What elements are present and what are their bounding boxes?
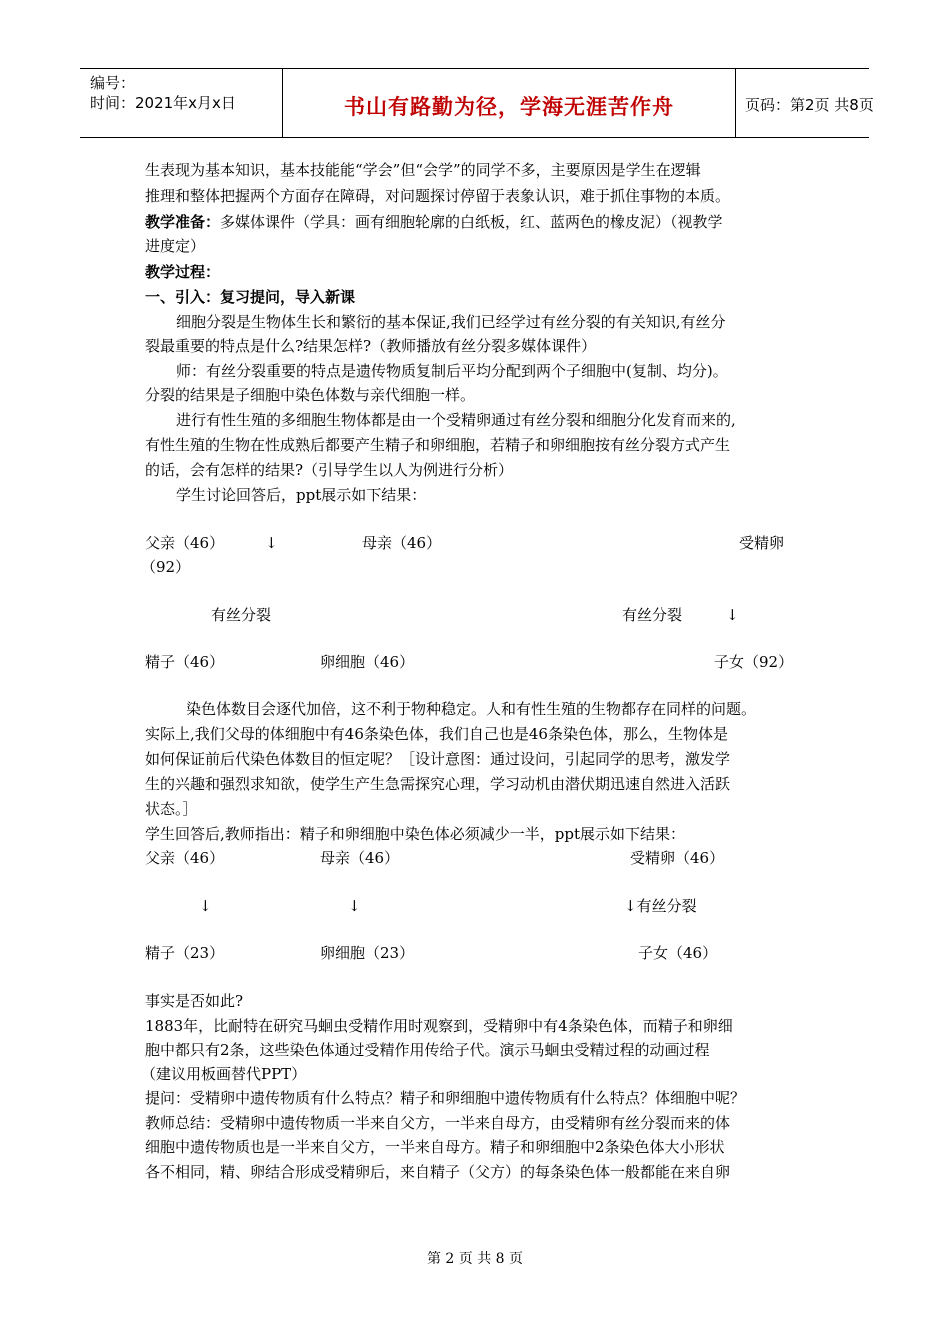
prep-line [145, 210, 723, 234]
paragraph-line: 分裂的结果是子细胞中染色体数与亲代细胞一样。 [145, 386, 476, 404]
diagram2-child: 子女（46） [638, 944, 718, 962]
paragraph-line: 事实是否如此? [145, 992, 244, 1010]
paragraph-line: 进度定） [145, 237, 206, 255]
paragraph-line: 师：有丝分裂重要的特点是遗传物质复制后平均分配到两个子细胞中(复制、均分)。 [176, 362, 728, 380]
paragraph-line: 生的兴趣和强烈求知欲，使学生产生急需探究心理，学习动机由潜伏期迅速自然进入活跃 [145, 775, 731, 793]
section-heading: 一、引入：复习提问，导入新课 [145, 288, 356, 306]
paragraph-line: 进行有性生殖的多细胞生物体都是由一个受精卵通过有丝分裂和细胞分化发育而来的, [176, 411, 736, 429]
page-footer: 第 2 页 共 8 页 [426, 1251, 524, 1267]
diagram1-child: 子女（92） [714, 653, 794, 671]
paragraph-line: 细胞分裂是生物体生长和繁衍的基本保证,我们已经学过有丝分裂的有关知识,有丝分 [176, 313, 726, 331]
paragraph-line: 教师总结：受精卵中遗传物质一半来自父方，一半来自母方，由受精卵有丝分裂而来的体 [145, 1114, 731, 1132]
paragraph-line: （建议用板画替代PPT） [141, 1065, 307, 1083]
header-right-cell [735, 69, 874, 137]
paragraph-line: 提问：受精卵中遗传物质有什么特点？精子和卵细胞中遗传物质有什么特点？体细胞中呢？ [145, 1089, 746, 1107]
diagram2-arrow-mitosis: ↓有丝分裂 [624, 897, 697, 915]
diagram1-egg: 卵细胞（46） [320, 653, 415, 671]
paragraph-line: 实际上,我们父母的体细胞中有46条染色体，我们自己也是46条染色体，那么，生物体是 [145, 725, 728, 743]
diagram1-zygote: 受精卵 [739, 534, 785, 552]
diagram1-mother: 母亲（46） [362, 534, 442, 552]
date-label: 时间：2021年x月x日 [90, 94, 236, 112]
diagram1-arrow: ↓ [265, 534, 278, 552]
paragraph-line: 如何保证前后代染色体数目的恒定呢？［设计意图：通过设问，引起同学的思考，激发学 [145, 750, 731, 768]
paragraph-line: 裂最重要的特点是什么?结果怎样?（教师播放有丝分裂多媒体课件） [145, 337, 597, 355]
paragraph-line: 细胞中遗传物质也是一半来自父方，一半来自母方。精子和卵细胞中2条染色体大小形状 [145, 1138, 725, 1156]
diagram2-father: 父亲（46） [145, 849, 225, 867]
motto: 书山有路勤为径，学海无涯苦作舟 [344, 95, 674, 119]
diagram1-arrow: ↓ [726, 606, 739, 624]
diagram2-arrow: ↓ [199, 897, 212, 915]
page-header [80, 68, 874, 138]
paragraph-line: 学生回答后,教师指出：精子和卵细胞中染色体必须减少一半，ppt展示如下结果： [145, 825, 686, 843]
paragraph-line: 生表现为基本知识，基本技能能“学会”但“会学”的同学不多，主要原因是学生在逻辑 [145, 161, 701, 179]
paragraph-line: 的话，会有怎样的结果?（引导学生以人为例进行分析） [145, 461, 514, 479]
process-heading: 教学过程： [145, 263, 221, 281]
paragraph-line: 有性生殖的生物在性成熟后都要产生精子和卵细胞，若精子和卵细胞按有丝分裂方式产生 [145, 436, 731, 454]
diagram1-sperm: 精子（46） [145, 653, 225, 671]
diagram2-egg: 卵细胞（23） [320, 944, 415, 962]
diagram1-zygote-number: （92） [141, 558, 191, 576]
diagram1-father: 父亲（46） [145, 534, 225, 552]
header-motto-cell [282, 69, 736, 137]
paragraph-line: 1883年，比耐特在研究马蛔虫受精作用时观察到，受精卵中有4条染色体，而精子和卵细 [145, 1017, 733, 1035]
diagram2-zygote: 受精卵（46） [630, 849, 725, 867]
paragraph-line: 状态。］ [145, 800, 198, 818]
number-label: 编号： [90, 74, 136, 92]
diagram1-mitosis-left: 有丝分裂 [211, 606, 272, 624]
diagram2-arrow: ↓ [348, 897, 361, 915]
diagram2-mother: 母亲（46） [320, 849, 400, 867]
paragraph-line: 染色体数目会逐代加倍，这不利于物种稳定。人和有性生殖的生物都存在同样的问题。 [186, 700, 757, 718]
page-label: 页码：第2页 共8页 [745, 96, 874, 114]
header-left-cell [80, 69, 282, 137]
paragraph-line: 胞中都只有2条，这些染色体通过受精作用传给子代。演示马蛔虫受精过程的动画过程 [145, 1041, 710, 1059]
diagram1-mitosis-right: 有丝分裂 [622, 606, 683, 624]
paragraph-line: 推理和整体把握两个方面存在障碍，对问题探讨停留于表象认识，难于抓住事物的本质。 [145, 187, 731, 205]
paragraph-line: 学生讨论回答后，ppt展示如下结果： [176, 486, 427, 504]
prep-text: 多媒体课件（学具：画有细胞轮廓的白纸板，红、蓝两色的橡皮泥）（视教学 [220, 213, 723, 231]
paragraph-line: 各不相同，精、卵结合形成受精卵后，来自精子（父方）的每条染色体一般都能在来自卵 [145, 1163, 731, 1181]
prep-label: 教学准备： [145, 213, 221, 231]
diagram2-sperm: 精子（23） [145, 944, 225, 962]
